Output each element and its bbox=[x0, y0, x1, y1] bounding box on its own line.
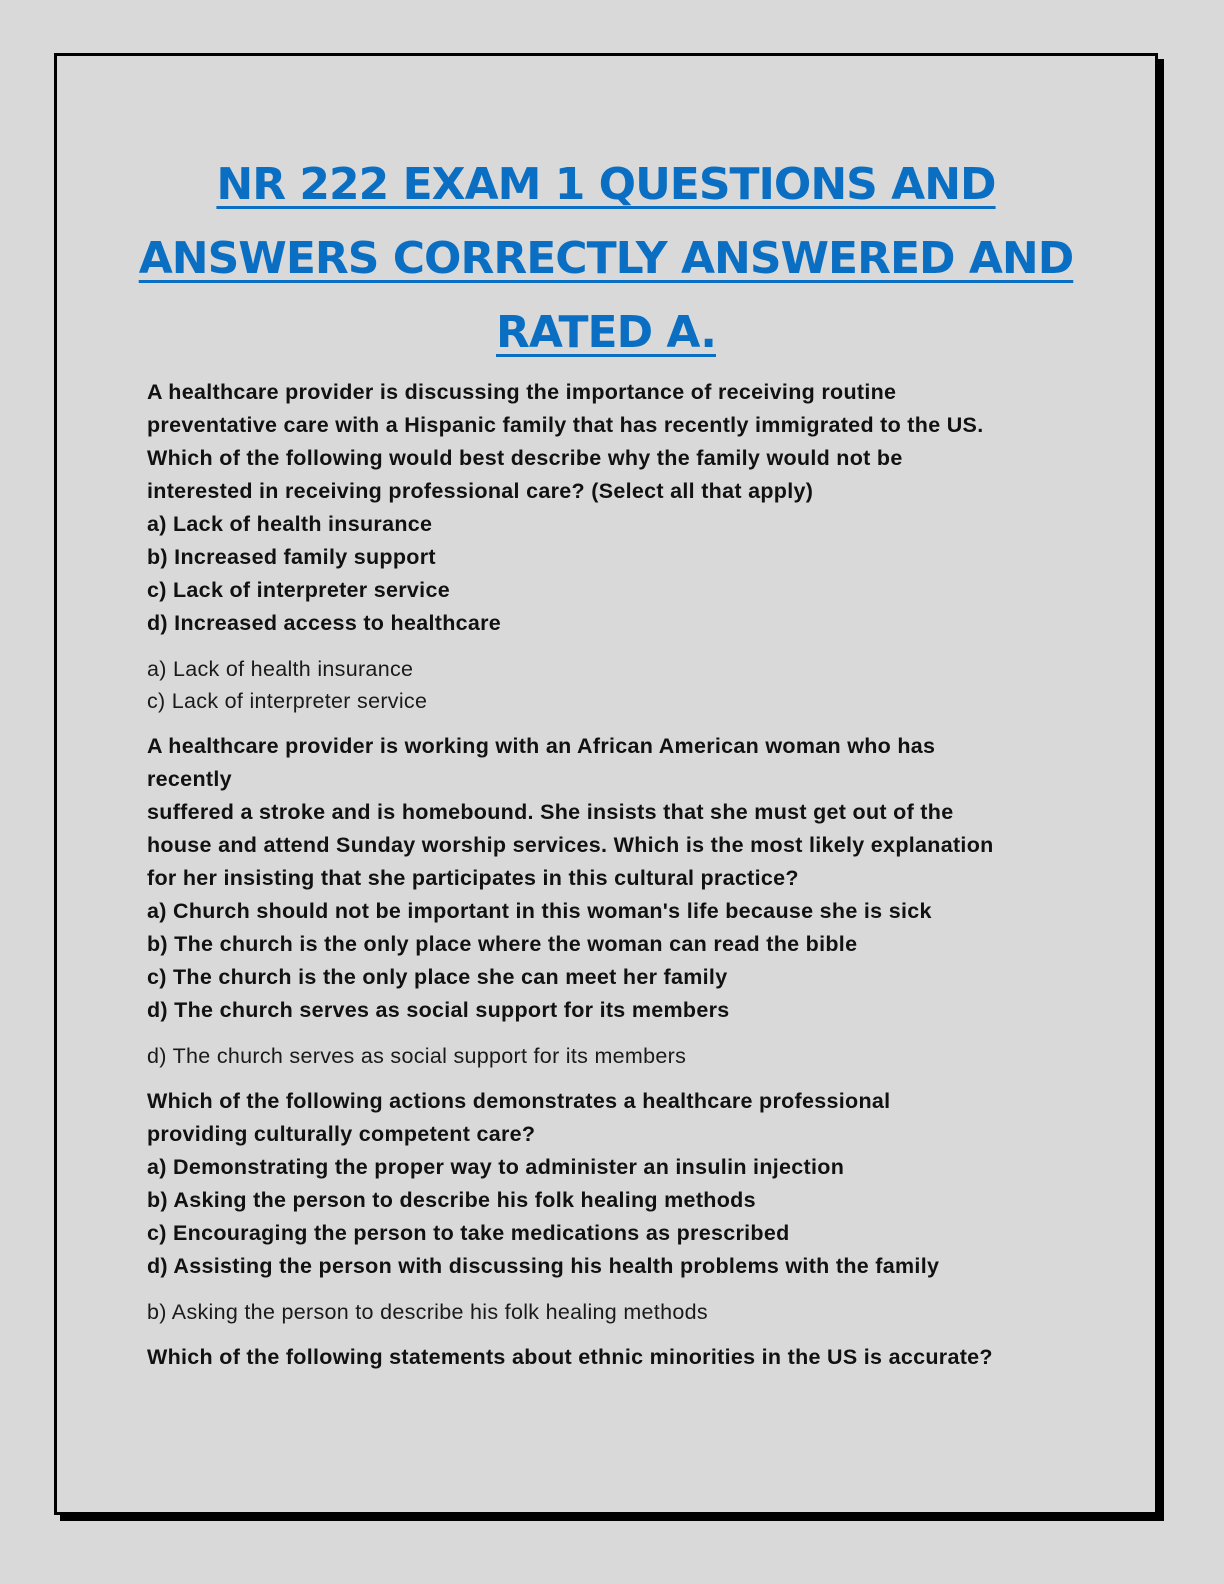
question-line: for her insisting that she participates in this cultural practice? bbox=[147, 866, 799, 890]
question-line: Which of the following would best describe why the family would not be bbox=[147, 446, 903, 470]
answer-line: c) Lack of interpreter service bbox=[147, 689, 428, 713]
answer-block bbox=[147, 653, 1107, 717]
question-line: d) Assisting the person with discussing his health problems with the family bbox=[147, 1254, 940, 1278]
question-line: a) Demonstrating the proper way to administer an insulin injection bbox=[147, 1155, 845, 1179]
answer-block bbox=[147, 1296, 1107, 1328]
answer-line: b) Asking the person to describe his folk healing methods bbox=[147, 1300, 708, 1324]
question-line: house and attend Sunday worship services. Which is the most likely explanation bbox=[147, 833, 994, 857]
question-line: d) Increased access to healthcare bbox=[147, 611, 502, 635]
title-line: RATED A. bbox=[495, 307, 716, 358]
question-line: b) The church is the only place where the woman can read the bible bbox=[147, 932, 858, 956]
question-block bbox=[147, 376, 1107, 640]
question-line: A healthcare provider is working with an African American woman who has bbox=[147, 734, 936, 758]
question-line: A healthcare provider is discussing the importance of receiving routine bbox=[147, 380, 897, 404]
answer-line: d) The church serves as social support for its members bbox=[147, 1044, 687, 1068]
question-line: Which of the following statements about ethnic minorities in the US is accurate? bbox=[147, 1345, 993, 1369]
answer-line: a) Lack of health insurance bbox=[147, 657, 414, 681]
questions-list bbox=[147, 376, 1107, 1374]
question-line: preventative care with a Hispanic family that has recently immigrated to the US. bbox=[147, 413, 984, 437]
question-line: c) Lack of interpreter service bbox=[147, 578, 450, 602]
document-title bbox=[57, 148, 1155, 370]
question-line: b) Increased family support bbox=[147, 545, 436, 569]
question-line: a) Church should not be important in this woman's life because she is sick bbox=[147, 899, 932, 923]
question-line: suffered a stroke and is homebound. She insists that she must get out of the bbox=[147, 800, 954, 824]
page-border bbox=[54, 53, 1158, 1515]
question-line: recently bbox=[147, 767, 232, 791]
question-line: b) Asking the person to describe his folk healing methods bbox=[147, 1188, 756, 1212]
question-line: providing culturally competent care? bbox=[147, 1122, 536, 1146]
question-line: c) Encouraging the person to take medications as prescribed bbox=[147, 1221, 790, 1245]
question-line: c) The church is the only place she can meet her family bbox=[147, 965, 728, 989]
title-line: ANSWERS CORRECTLY ANSWERED AND bbox=[138, 233, 1074, 284]
question-line: a) Lack of health insurance bbox=[147, 512, 433, 536]
question-block bbox=[147, 730, 1107, 1027]
question-block bbox=[147, 1085, 1107, 1283]
question-line: interested in receiving professional care? (Select all that apply) bbox=[147, 479, 814, 503]
question-line: d) The church serves as social support for its members bbox=[147, 998, 730, 1022]
answer-block bbox=[147, 1040, 1107, 1072]
question-line: Which of the following actions demonstrates a healthcare professional bbox=[147, 1089, 891, 1113]
question-block bbox=[147, 1341, 1107, 1374]
title-line: NR 222 EXAM 1 QUESTIONS AND bbox=[216, 159, 996, 210]
